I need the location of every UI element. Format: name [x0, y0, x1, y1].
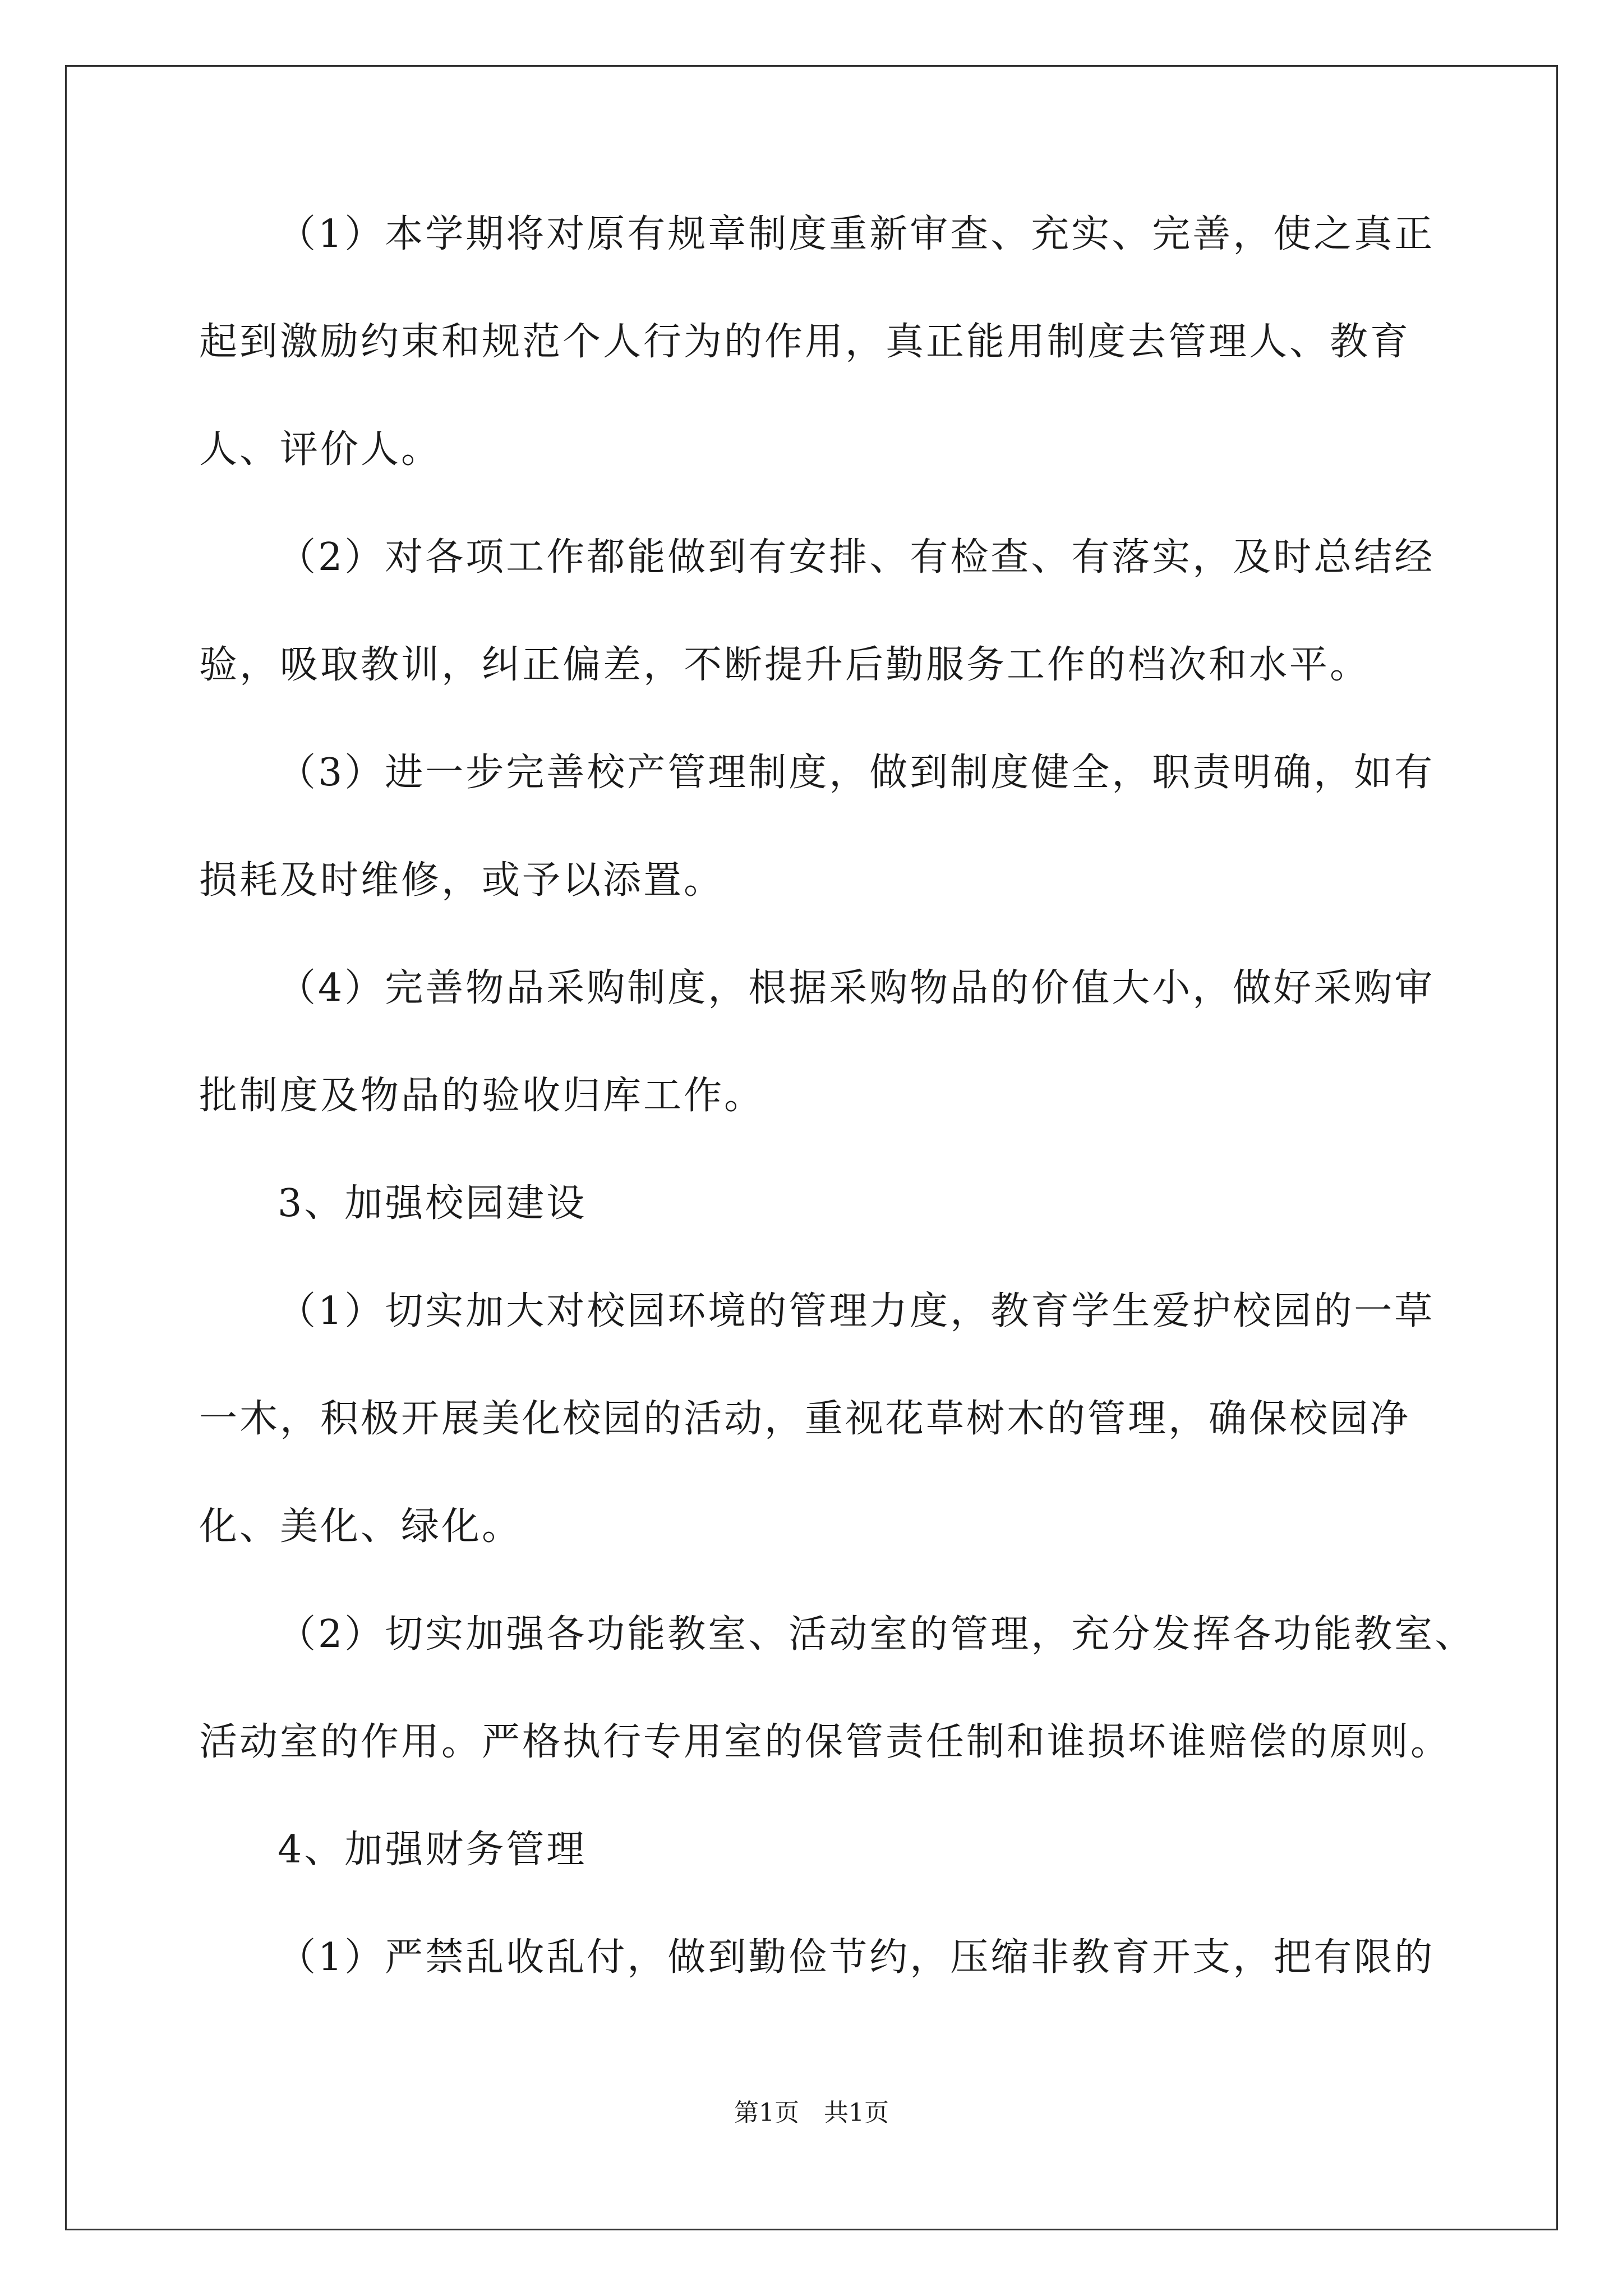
paragraph-line: 验，吸取教训，纠正偏差，不断提升后勤服务工作的档次和水平。: [199, 643, 1371, 687]
paragraph-line: （3）进一步完善校产管理制度，做到制度健全，职责明确，如有: [278, 751, 1435, 795]
paragraph-line: （2）对各项工作都能做到有安排、有检查、有落实，及时总结经: [278, 535, 1435, 579]
paragraph-line: （1）切实加大对校园环境的管理力度，教育学生爱护校园的一草: [278, 1289, 1435, 1333]
paragraph-line: 批制度及物品的验收归库工作。: [199, 1074, 765, 1118]
paragraph-line: 一木，积极开展美化校园的活动，重视花草树木的管理，确保校园净: [199, 1397, 1411, 1441]
paragraph-line: 人、评价人。: [199, 427, 442, 472]
paragraph-line: （4）完善物品采购制度，根据采购物品的价值大小，做好采购审: [278, 966, 1435, 1010]
paragraph-line: 起到激励约束和规范个人行为的作用，真正能用制度去管理人、教育: [199, 320, 1411, 364]
page-border: [65, 65, 1558, 2230]
section-heading: 4、加强财务管理: [278, 1828, 587, 1872]
paragraph-line: 活动室的作用。严格执行专用室的保管责任制和谁损坏谁赔偿的原则。: [199, 1720, 1451, 1764]
page-number-footer: 第1页 共1页: [734, 2099, 889, 2127]
paragraph-line: （1）严禁乱收乱付，做到勤俭节约，压缩非教育开支，把有限的: [278, 1935, 1435, 1980]
paragraph-line: （2）切实加强各功能教室、活动室的管理，充分发挥各功能教室、: [278, 1612, 1476, 1657]
paragraph-line: 损耗及时维修，或予以添置。: [199, 858, 725, 903]
paragraph-line: 化、美化、绿化。: [199, 1504, 523, 1549]
paragraph-line: （1）本学期将对原有规章制度重新审查、充实、完善，使之真正: [278, 212, 1435, 256]
section-heading: 3、加强校园建设: [278, 1181, 587, 1226]
